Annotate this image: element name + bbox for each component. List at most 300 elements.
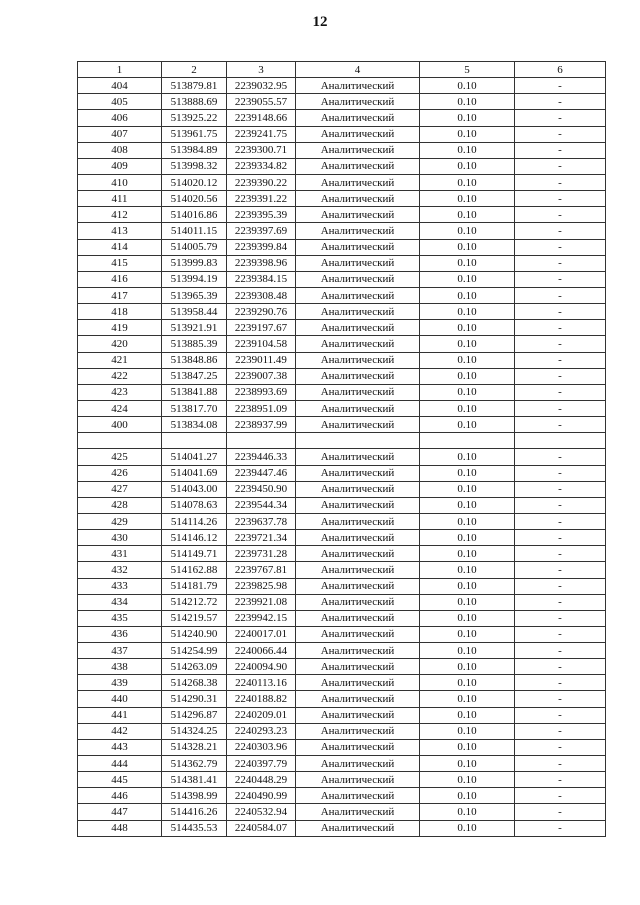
table-cell: 414 <box>78 239 162 255</box>
table-row <box>78 126 606 142</box>
table-cell: - <box>515 756 606 772</box>
table-cell: Аналитический <box>296 497 420 513</box>
table-cell: 0.10 <box>420 481 515 497</box>
table-row <box>78 223 606 239</box>
table-cell <box>296 433 420 449</box>
table-cell: 0.10 <box>420 739 515 755</box>
table-cell: 514263.09 <box>162 659 227 675</box>
table-cell: Аналитический <box>296 772 420 788</box>
table-cell: 436 <box>78 626 162 642</box>
table-cell: - <box>515 772 606 788</box>
table-cell: - <box>515 255 606 271</box>
table-cell: 514020.12 <box>162 174 227 190</box>
table-cell: 442 <box>78 723 162 739</box>
table-cell: 2239450.90 <box>227 481 296 497</box>
table-cell: 514362.79 <box>162 756 227 772</box>
table-cell: 0.10 <box>420 546 515 562</box>
table-cell: 514296.87 <box>162 707 227 723</box>
table-cell: 2239308.48 <box>227 287 296 303</box>
table-cell: 425 <box>78 449 162 465</box>
table-row <box>78 207 606 223</box>
table-cell: - <box>515 465 606 481</box>
table-cell <box>162 433 227 449</box>
table-cell: 513984.89 <box>162 142 227 158</box>
table-cell: 0.10 <box>420 449 515 465</box>
table-cell: 0.10 <box>420 497 515 513</box>
table-cell: 0.10 <box>420 820 515 836</box>
table-cell: Аналитический <box>296 723 420 739</box>
table-cell: 440 <box>78 691 162 707</box>
table-cell: 2239007.38 <box>227 368 296 384</box>
table-cell: - <box>515 110 606 126</box>
table-cell: - <box>515 304 606 320</box>
table-cell: 429 <box>78 513 162 529</box>
table-cell: 2239399.84 <box>227 239 296 255</box>
table-row <box>78 643 606 659</box>
table-cell: 400 <box>78 417 162 433</box>
table-row <box>78 756 606 772</box>
table-cell: 417 <box>78 287 162 303</box>
table-row <box>78 320 606 336</box>
table-cell: 0.10 <box>420 110 515 126</box>
table-cell: 0.10 <box>420 562 515 578</box>
table-cell: - <box>515 94 606 110</box>
table-cell: 514416.26 <box>162 804 227 820</box>
table-cell: 514162.88 <box>162 562 227 578</box>
table-cell: 443 <box>78 739 162 755</box>
table-cell: Аналитический <box>296 94 420 110</box>
table-row <box>78 78 606 94</box>
table-cell: 2240209.01 <box>227 707 296 723</box>
table-cell: 0.10 <box>420 417 515 433</box>
table-row <box>78 691 606 707</box>
table-cell: 514041.27 <box>162 449 227 465</box>
table-cell: 513841.88 <box>162 384 227 400</box>
table-cell: - <box>515 546 606 562</box>
table-row <box>78 610 606 626</box>
table-row <box>78 239 606 255</box>
table-cell: 438 <box>78 659 162 675</box>
table-cell: Аналитический <box>296 239 420 255</box>
table-cell: 0.10 <box>420 659 515 675</box>
table-cell: 408 <box>78 142 162 158</box>
table-cell: Аналитический <box>296 675 420 691</box>
table-cell: 2240066.44 <box>227 643 296 659</box>
table-cell: Аналитический <box>296 739 420 755</box>
table-cell: 0.10 <box>420 174 515 190</box>
table-cell: - <box>515 804 606 820</box>
table-cell: 439 <box>78 675 162 691</box>
table-cell: Аналитический <box>296 659 420 675</box>
table-cell: 2239241.75 <box>227 126 296 142</box>
table-row <box>78 497 606 513</box>
table-row <box>78 304 606 320</box>
table-cell: 0.10 <box>420 723 515 739</box>
table-cell: 514078.63 <box>162 497 227 513</box>
table-cell: 2238951.09 <box>227 400 296 416</box>
table-cell: 0.10 <box>420 271 515 287</box>
table-cell: Аналитический <box>296 142 420 158</box>
table-cell: 413 <box>78 223 162 239</box>
table-cell: - <box>515 126 606 142</box>
table-cell: Аналитический <box>296 78 420 94</box>
table-cell: 2239721.34 <box>227 530 296 546</box>
table-cell: - <box>515 675 606 691</box>
table-row <box>78 772 606 788</box>
table-cell: 513961.75 <box>162 126 227 142</box>
table-cell: Аналитический <box>296 320 420 336</box>
table-cell: - <box>515 352 606 368</box>
table-row <box>78 110 606 126</box>
table-cell: 404 <box>78 78 162 94</box>
table-row <box>78 368 606 384</box>
table-cell: 0.10 <box>420 691 515 707</box>
table-cell: 0.10 <box>420 368 515 384</box>
table-cell: 2240448.29 <box>227 772 296 788</box>
table-cell: 2239767.81 <box>227 562 296 578</box>
table-cell: Аналитический <box>296 352 420 368</box>
table-cell: - <box>515 271 606 287</box>
table-cell: Аналитический <box>296 400 420 416</box>
table-cell: 2239148.66 <box>227 110 296 126</box>
table-cell: - <box>515 417 606 433</box>
table-cell: 0.10 <box>420 142 515 158</box>
table-cell: 0.10 <box>420 788 515 804</box>
table-row <box>78 659 606 675</box>
table-cell: 0.10 <box>420 772 515 788</box>
table-cell: - <box>515 481 606 497</box>
table-cell: Аналитический <box>296 707 420 723</box>
table-cell: 513848.86 <box>162 352 227 368</box>
column-header: 6 <box>515 62 606 78</box>
table-row <box>78 804 606 820</box>
table-row <box>78 336 606 352</box>
table-cell: 0.10 <box>420 352 515 368</box>
table-cell: 444 <box>78 756 162 772</box>
table-cell: - <box>515 707 606 723</box>
table-cell: 412 <box>78 207 162 223</box>
table-cell: 422 <box>78 368 162 384</box>
table-cell: 410 <box>78 174 162 190</box>
table-cell: Аналитический <box>296 691 420 707</box>
table-cell: 2239032.95 <box>227 78 296 94</box>
table-cell: 514181.79 <box>162 578 227 594</box>
table-cell: - <box>515 287 606 303</box>
table-cell: 2240532.94 <box>227 804 296 820</box>
table-row <box>78 400 606 416</box>
table-cell: 514020.56 <box>162 191 227 207</box>
table-cell: 0.10 <box>420 675 515 691</box>
table-cell: 2240490.99 <box>227 788 296 804</box>
table-cell: - <box>515 788 606 804</box>
table-cell: - <box>515 643 606 659</box>
table-cell: - <box>515 610 606 626</box>
table-cell: 423 <box>78 384 162 400</box>
table-cell: 2239921.08 <box>227 594 296 610</box>
table-cell: 2239334.82 <box>227 158 296 174</box>
table-cell: 2239731.28 <box>227 546 296 562</box>
table-cell: 2238937.99 <box>227 417 296 433</box>
table-cell: 0.10 <box>420 578 515 594</box>
table-cell: Аналитический <box>296 191 420 207</box>
table-cell: - <box>515 594 606 610</box>
table-cell: Аналитический <box>296 626 420 642</box>
table-cell: Аналитический <box>296 223 420 239</box>
table-cell <box>227 433 296 449</box>
table-cell: 514114.26 <box>162 513 227 529</box>
table-row <box>78 546 606 562</box>
table-cell: - <box>515 336 606 352</box>
table-cell: - <box>515 207 606 223</box>
table-cell: 0.10 <box>420 643 515 659</box>
table-cell: - <box>515 578 606 594</box>
table-cell: 514240.90 <box>162 626 227 642</box>
table-row <box>78 287 606 303</box>
table-cell: 419 <box>78 320 162 336</box>
table-cell: 0.10 <box>420 207 515 223</box>
table-row <box>78 449 606 465</box>
table-cell: 418 <box>78 304 162 320</box>
table-cell: Аналитический <box>296 578 420 594</box>
table-cell: 445 <box>78 772 162 788</box>
table-cell: Аналитический <box>296 610 420 626</box>
column-header: 3 <box>227 62 296 78</box>
table-cell: 2239390.22 <box>227 174 296 190</box>
page-number: 12 <box>312 14 328 30</box>
table-cell: 432 <box>78 562 162 578</box>
table-cell: - <box>515 449 606 465</box>
table-cell: 514149.71 <box>162 546 227 562</box>
table-row <box>78 707 606 723</box>
table-cell: 0.10 <box>420 756 515 772</box>
table-cell: 514016.86 <box>162 207 227 223</box>
table-cell: 514005.79 <box>162 239 227 255</box>
table-cell: 2240113.16 <box>227 675 296 691</box>
table-cell: 0.10 <box>420 804 515 820</box>
table-cell: 2239447.46 <box>227 465 296 481</box>
column-header: 2 <box>162 62 227 78</box>
table-cell: - <box>515 626 606 642</box>
table-row <box>78 417 606 433</box>
table-cell: 0.10 <box>420 530 515 546</box>
table-cell: 2239398.96 <box>227 255 296 271</box>
table-cell: 2239637.78 <box>227 513 296 529</box>
table-cell: 2239397.69 <box>227 223 296 239</box>
table-row <box>78 594 606 610</box>
table-cell: 513958.44 <box>162 304 227 320</box>
table-row <box>78 433 606 449</box>
table-cell: 0.10 <box>420 400 515 416</box>
table-cell: 0.10 <box>420 94 515 110</box>
table-cell: 513879.81 <box>162 78 227 94</box>
table-cell: 2240017.01 <box>227 626 296 642</box>
table-cell: 514254.99 <box>162 643 227 659</box>
table-cell: 435 <box>78 610 162 626</box>
table-cell: 513994.19 <box>162 271 227 287</box>
table-cell: 405 <box>78 94 162 110</box>
table-cell: 0.10 <box>420 594 515 610</box>
table-row <box>78 739 606 755</box>
table-cell: - <box>515 384 606 400</box>
table-cell: 2239290.76 <box>227 304 296 320</box>
table-cell: 2240584.07 <box>227 820 296 836</box>
column-header: 4 <box>296 62 420 78</box>
table-cell: 2240303.96 <box>227 739 296 755</box>
table-cell: Аналитический <box>296 207 420 223</box>
table-cell: 415 <box>78 255 162 271</box>
table-cell: 448 <box>78 820 162 836</box>
table-cell: Аналитический <box>296 287 420 303</box>
table-row <box>78 191 606 207</box>
table-cell: 420 <box>78 336 162 352</box>
table-cell: 2239104.58 <box>227 336 296 352</box>
table-cell: 2239300.71 <box>227 142 296 158</box>
table-row <box>78 94 606 110</box>
table-cell: Аналитический <box>296 481 420 497</box>
table-cell: Аналитический <box>296 788 420 804</box>
table-cell: 407 <box>78 126 162 142</box>
table-cell: 2239011.49 <box>227 352 296 368</box>
table-cell: 406 <box>78 110 162 126</box>
table-cell: Аналитический <box>296 158 420 174</box>
table-cell: Аналитический <box>296 449 420 465</box>
table-cell: 0.10 <box>420 707 515 723</box>
table-cell: 513817.70 <box>162 400 227 416</box>
table-row <box>78 675 606 691</box>
table-row <box>78 142 606 158</box>
table-cell: 0.10 <box>420 287 515 303</box>
table-cell: 2239942.15 <box>227 610 296 626</box>
table-header-row <box>78 62 606 78</box>
table-row <box>78 562 606 578</box>
table-cell: Аналитический <box>296 530 420 546</box>
table-cell: 2239395.39 <box>227 207 296 223</box>
table-row <box>78 158 606 174</box>
table-cell: 431 <box>78 546 162 562</box>
table-cell: - <box>515 723 606 739</box>
table-cell: 514041.69 <box>162 465 227 481</box>
table-cell: 0.10 <box>420 304 515 320</box>
table-cell: 2239825.98 <box>227 578 296 594</box>
table-row <box>78 465 606 481</box>
table-cell: 513885.39 <box>162 336 227 352</box>
table-cell: Аналитический <box>296 110 420 126</box>
table-cell: 2239391.22 <box>227 191 296 207</box>
table-cell: 446 <box>78 788 162 804</box>
table-cell: 0.10 <box>420 255 515 271</box>
table-cell: 513888.69 <box>162 94 227 110</box>
table-cell: 0.10 <box>420 626 515 642</box>
table-cell: 430 <box>78 530 162 546</box>
table-cell: 514398.99 <box>162 788 227 804</box>
table-cell: 514324.25 <box>162 723 227 739</box>
table-cell: 513999.83 <box>162 255 227 271</box>
table-row <box>78 820 606 836</box>
table-cell: - <box>515 497 606 513</box>
table-cell: 2239446.33 <box>227 449 296 465</box>
table-cell: 514290.31 <box>162 691 227 707</box>
table-cell: 0.10 <box>420 223 515 239</box>
table-cell: 424 <box>78 400 162 416</box>
table-cell: - <box>515 368 606 384</box>
table-cell: - <box>515 78 606 94</box>
column-header: 1 <box>78 62 162 78</box>
table-cell: Аналитический <box>296 255 420 271</box>
table-cell: 0.10 <box>420 610 515 626</box>
table-cell: Аналитический <box>296 304 420 320</box>
table-row <box>78 271 606 287</box>
table-cell: - <box>515 739 606 755</box>
table-cell: Аналитический <box>296 804 420 820</box>
table-cell: 2240397.79 <box>227 756 296 772</box>
table-row <box>78 255 606 271</box>
table-cell: 0.10 <box>420 336 515 352</box>
table-cell: - <box>515 142 606 158</box>
table-cell: 411 <box>78 191 162 207</box>
table-cell: 2238993.69 <box>227 384 296 400</box>
column-header: 5 <box>420 62 515 78</box>
table-row <box>78 723 606 739</box>
table-row <box>78 626 606 642</box>
table-cell: 514435.53 <box>162 820 227 836</box>
table-row <box>78 530 606 546</box>
table-row <box>78 513 606 529</box>
table-cell: Аналитический <box>296 417 420 433</box>
table-cell: 514043.00 <box>162 481 227 497</box>
table-cell: 2239384.15 <box>227 271 296 287</box>
table-cell: 409 <box>78 158 162 174</box>
table-row <box>78 384 606 400</box>
table-cell <box>78 433 162 449</box>
coordinates-table <box>77 61 606 837</box>
table-cell: 433 <box>78 578 162 594</box>
table-cell: 0.10 <box>420 126 515 142</box>
table-cell: 421 <box>78 352 162 368</box>
table-cell: 0.10 <box>420 191 515 207</box>
table-cell: - <box>515 530 606 546</box>
table-cell: 0.10 <box>420 78 515 94</box>
table-cell: - <box>515 158 606 174</box>
table-cell: Аналитический <box>296 336 420 352</box>
table-cell: 0.10 <box>420 513 515 529</box>
table-cell: 428 <box>78 497 162 513</box>
table-cell: - <box>515 239 606 255</box>
table-cell: 514268.38 <box>162 675 227 691</box>
table-cell: 513834.08 <box>162 417 227 433</box>
table-cell: - <box>515 820 606 836</box>
table-row <box>78 578 606 594</box>
table-cell: Аналитический <box>296 820 420 836</box>
table-cell: - <box>515 400 606 416</box>
table-cell: 416 <box>78 271 162 287</box>
table-cell: Аналитический <box>296 271 420 287</box>
table-cell: - <box>515 174 606 190</box>
table-cell: - <box>515 513 606 529</box>
table-cell: 2240094.90 <box>227 659 296 675</box>
table-cell: 426 <box>78 465 162 481</box>
table-cell: 0.10 <box>420 320 515 336</box>
table-cell: 514381.41 <box>162 772 227 788</box>
table-cell: - <box>515 223 606 239</box>
table-cell: 427 <box>78 481 162 497</box>
table-cell: 513965.39 <box>162 287 227 303</box>
table-cell <box>515 433 606 449</box>
table-cell: 2239055.57 <box>227 94 296 110</box>
table-cell: 513998.32 <box>162 158 227 174</box>
table-cell: Аналитический <box>296 594 420 610</box>
table-cell: 2239197.67 <box>227 320 296 336</box>
table-cell: 441 <box>78 707 162 723</box>
